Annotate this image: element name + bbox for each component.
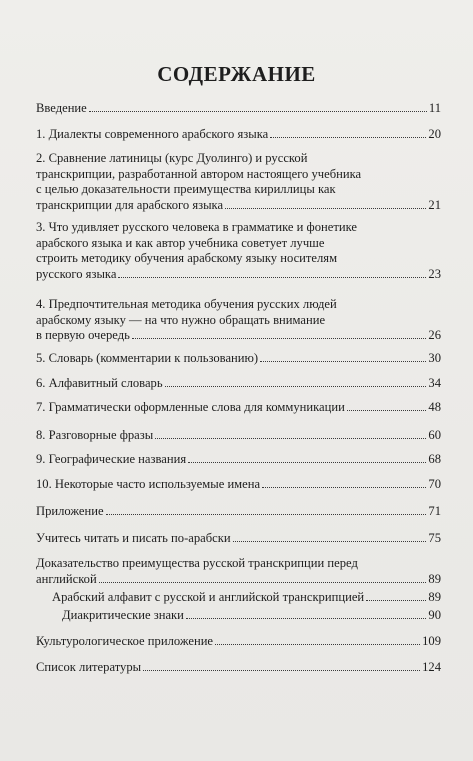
toc-entry xyxy=(36,101,441,117)
dot-leader xyxy=(225,208,426,209)
dot-leader xyxy=(233,541,427,542)
toc-entry-text: русского языка xyxy=(36,266,117,281)
toc-entry-text: арабскому языку — на что нужно обращать внимание xyxy=(36,312,326,327)
dot-leader xyxy=(118,277,426,278)
toc-entry-text: Список литературы xyxy=(36,660,142,674)
toc-entry xyxy=(36,556,441,587)
dot-leader xyxy=(270,137,426,138)
page-number: 70 xyxy=(428,477,441,491)
toc-entry xyxy=(36,452,441,468)
dot-leader xyxy=(215,644,420,645)
toc-entry xyxy=(52,590,441,606)
toc-entry-text: Введение xyxy=(36,101,87,115)
dot-leader xyxy=(366,600,426,601)
page-number: 48 xyxy=(428,400,441,414)
toc-entry xyxy=(36,660,441,676)
toc-entry xyxy=(36,220,441,282)
toc-entry-text: транскрипции для арабского языка xyxy=(36,197,224,212)
toc-entry-text: строить методику обучения арабскому языку носителям xyxy=(36,251,338,266)
toc-entry-text: Диакритические знаки xyxy=(62,608,184,622)
toc-entry xyxy=(36,400,441,416)
dot-leader xyxy=(260,361,426,362)
toc-entry xyxy=(62,608,441,624)
dot-leader xyxy=(89,111,427,112)
toc-entry xyxy=(36,297,441,344)
page-number: 71 xyxy=(428,504,441,518)
toc-entry xyxy=(36,151,441,213)
dot-leader xyxy=(99,582,427,583)
toc-entry-text: 7. Грамматически оформленные слова для коммуникации xyxy=(36,400,345,414)
dot-leader xyxy=(186,618,427,619)
toc-entry-text: 8. Разговорные фразы xyxy=(36,428,154,442)
dot-leader xyxy=(143,670,420,671)
toc-entry-text: 4. Предпочтительная методика обучения русских людей xyxy=(36,297,337,311)
toc-entry-text: 5. Словарь (комментарии к пользованию) xyxy=(36,351,259,365)
toc-entry-text: Арабский алфавит с русской и английской транскрипцией xyxy=(52,590,365,604)
toc-entry-text: Доказательство преимущества русской транскрипции перед xyxy=(36,556,358,570)
page-number: 30 xyxy=(428,351,441,365)
toc-entry-text: 9. Географические названия xyxy=(36,452,187,466)
dot-leader xyxy=(165,386,427,387)
toc-entry-text: 3. Что удивляет русского человека в грамматике и фонетике xyxy=(36,220,357,234)
toc-entry-text: 1. Диалекты современного арабского языка xyxy=(36,127,269,141)
toc-entry xyxy=(36,351,441,367)
page-number: 75 xyxy=(428,531,441,545)
page-number: 21 xyxy=(428,197,441,212)
page-number: 90 xyxy=(428,608,441,622)
toc-entry xyxy=(36,531,441,547)
toc-entry-text: 6. Алфавитный словарь xyxy=(36,376,163,390)
toc-entry xyxy=(36,634,441,650)
page-number: 20 xyxy=(428,127,441,141)
page-number: 89 xyxy=(428,571,441,586)
toc-entry-text: арабского языка и как автор учебника советует лучше xyxy=(36,235,325,250)
dot-leader xyxy=(347,410,427,411)
dot-leader xyxy=(155,438,426,439)
dot-leader xyxy=(106,514,427,515)
page-number: 89 xyxy=(428,590,441,604)
dot-leader xyxy=(262,487,426,488)
page-number: 68 xyxy=(428,452,441,466)
toc-entry xyxy=(36,428,441,444)
page-number: 60 xyxy=(428,428,441,442)
dot-leader xyxy=(132,338,427,339)
page-number: 11 xyxy=(428,101,441,115)
toc-entry-text: английской xyxy=(36,571,97,586)
toc-entry-text: Учитесь читать и писать по-арабски xyxy=(36,531,231,545)
toc-entry-text: в первую очередь xyxy=(36,328,130,342)
page-number: 124 xyxy=(422,660,441,674)
toc-entry-text: транскрипции, разработанной автором настоящего учебника xyxy=(36,166,362,181)
page-number: 23 xyxy=(428,266,441,281)
toc-entry xyxy=(36,376,441,392)
toc-entry xyxy=(36,477,441,493)
page-title: СОДЕРЖАНИЕ xyxy=(157,62,316,86)
toc-entry xyxy=(36,127,441,143)
toc-entry-text: 10. Некоторые часто используемые имена xyxy=(36,477,261,491)
toc-entry-text: с целью доказательности преимущества кириллицы как xyxy=(36,182,336,196)
page-number: 109 xyxy=(422,634,441,648)
page-number: 34 xyxy=(428,376,441,390)
page-number: 26 xyxy=(428,328,441,342)
toc-entry-text: Культурологическое приложение xyxy=(36,634,214,648)
toc-entry-text: 2. Сравнение латиницы (курс Дуолинго) и русской xyxy=(36,151,308,165)
toc-entry xyxy=(36,504,441,520)
toc-entry-text: Приложение xyxy=(36,504,104,518)
dot-leader xyxy=(188,462,426,463)
